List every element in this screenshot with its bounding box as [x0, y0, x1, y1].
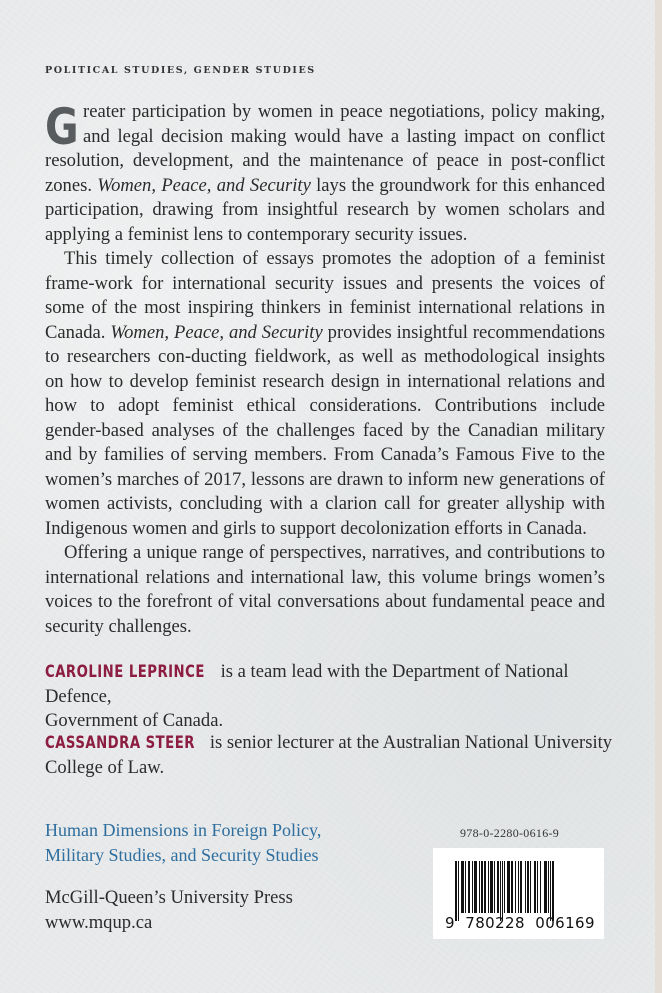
- series-line-2: Military Studies, and Security Studies: [45, 844, 319, 865]
- publisher-name: McGill-Queen’s University Press: [45, 887, 293, 908]
- book-title-italic: Women,: [97, 174, 157, 196]
- book-series: [45, 818, 321, 867]
- isbn-label: 978-0-2280-0616-9: [460, 826, 560, 840]
- description-paragraph-3: Offering a unique range of perspectives, narratives, and contributions to international relations and international law, this volume brings women’s voices to the forefront of vital conversations about fundamental peace and security challenges.: [45, 542, 605, 637]
- author-bio: Government of Canada.: [45, 710, 224, 731]
- barcode-bars: [455, 861, 591, 919]
- isbn-barcode: [433, 848, 604, 939]
- description-paragraph-1: G reater participation by women in peace negotiations, policy making, and legal decision making would have a lasting impact on conflict resolution, development, and the maintenance of peace in post-conflict zones. Women, Peace, and Security lays the groundwork for this enhanced participation, drawing from insightful research by women scholars and applying a feminist lens to contemporary security issues.: [45, 98, 605, 245]
- barcode-digits: 9 780228 006169: [445, 914, 595, 932]
- author-bio: is senior lecturer at the Australian National University: [209, 732, 613, 753]
- subject-category: POLITICAL STUDIES, GENDER STUDIES: [45, 65, 316, 76]
- description-paragraph-2: This timely collection of essays promotes the adoption of a feminist frame-work for international security issues and presents the voices of some of the most inspiring thinkers in feminist international relations in Canada. Women, Peace, and Security provides insightful recommendations to researchers con-ducting fieldwork, as well as methodological insights on how to develop feminist research design in international relations and how to adopt feminist ethical considerations. Contributions include gender-based analyses of the challenges faced by the Canadian military and by families of serving members. From Canada’s Famous Five to the women’s marches of 2017, lessons are drawn to inform new generations of women activists, concluding with a clarion call for greater allyship with Indigenous women and girls to support decolonization efforts in Canada.: [45, 248, 605, 539]
- book-description: [45, 100, 605, 639]
- drop-cap: G: [45, 98, 79, 156]
- publisher-info: [45, 886, 293, 935]
- author-bio: College of Law.: [45, 756, 165, 778]
- publisher-website: www.mqup.ca: [45, 911, 153, 933]
- author-name: CASSANDRA STEER: [45, 733, 195, 753]
- book-title-italic: Peace, and Security: [161, 174, 311, 196]
- author-name: CAROLINE LEPRINCE: [45, 662, 205, 682]
- series-line-1: Human Dimensions in Foreign Policy,: [45, 820, 322, 840]
- book-title-italic: Women, Peace, and Security: [110, 321, 323, 343]
- author-bio-1: [45, 660, 625, 734]
- author-bio: is a team lead with the Department of National Defence,: [45, 661, 569, 707]
- author-bio-2: [45, 731, 625, 780]
- cover-edge-strip: [655, 0, 662, 993]
